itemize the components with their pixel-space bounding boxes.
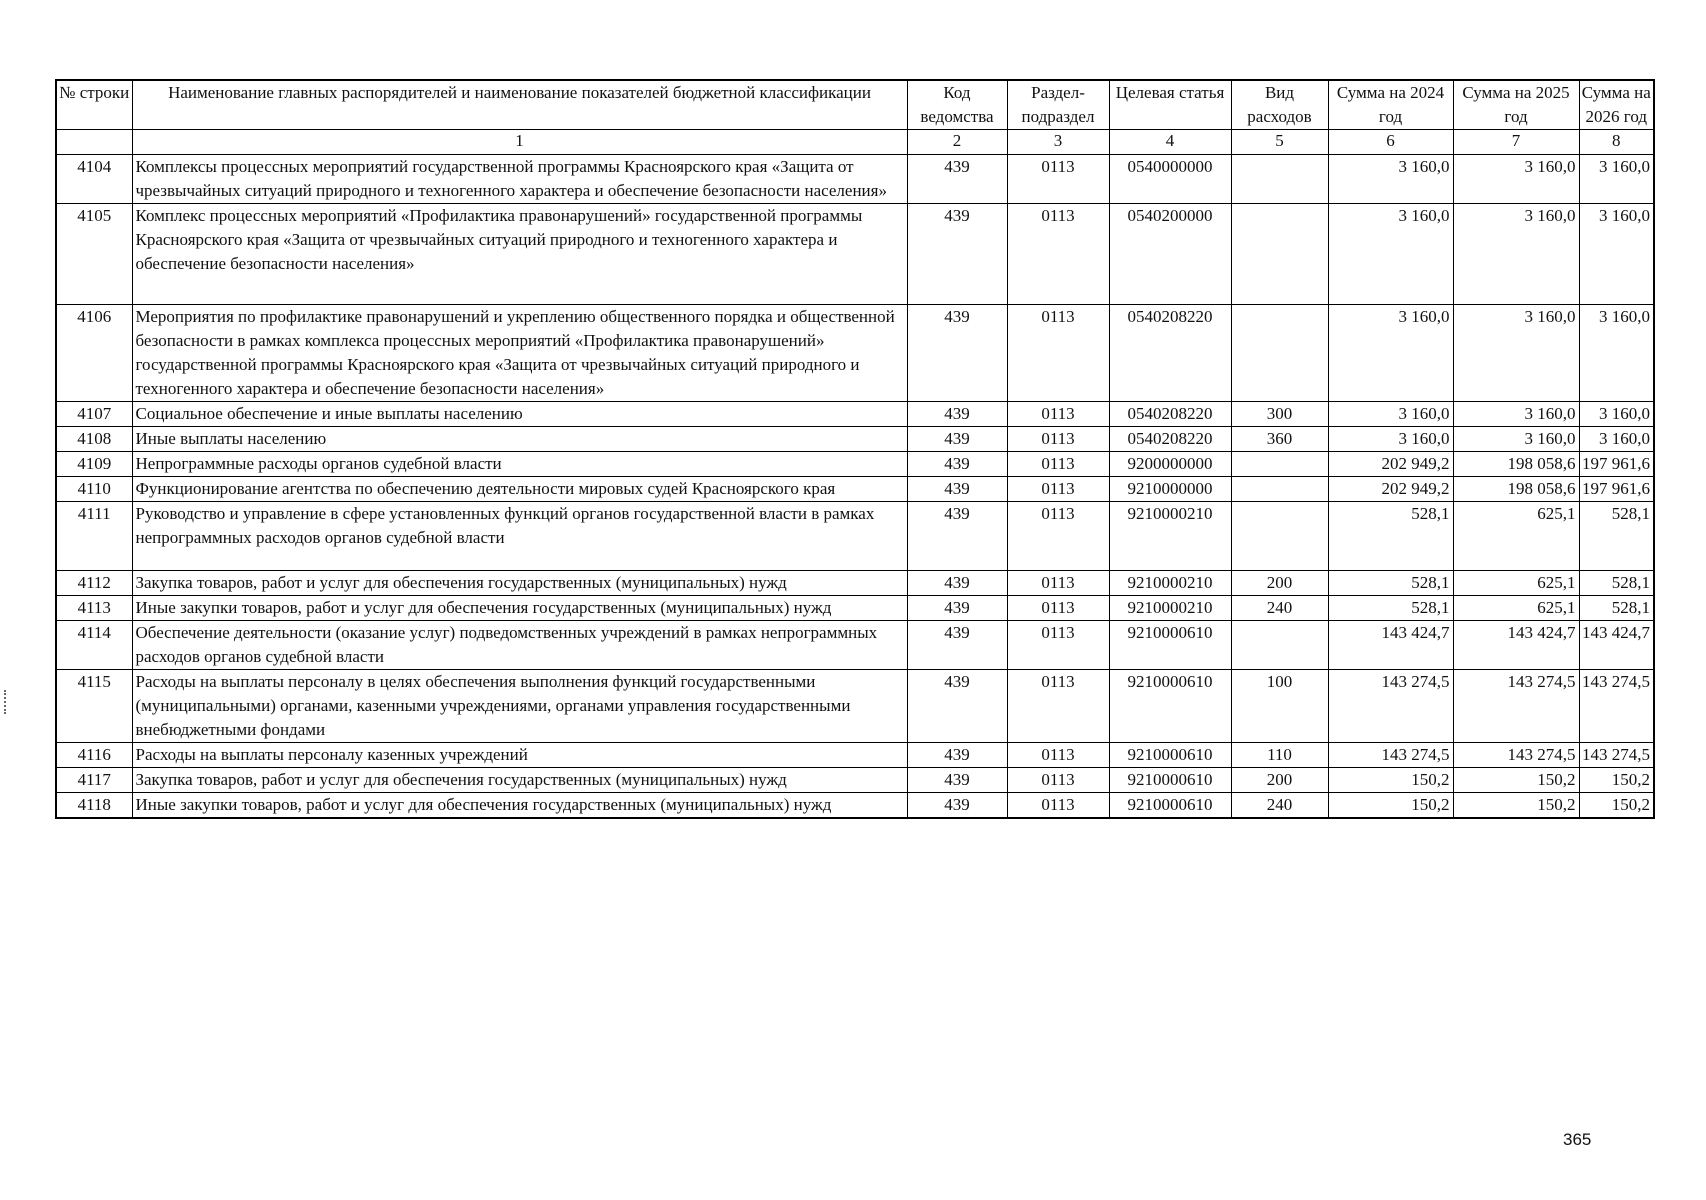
section-cell: 0113 (1007, 621, 1109, 670)
table-row (56, 621, 1654, 670)
header-sum-2024: Сумма на 2024 год (1328, 80, 1453, 130)
sum-2024-cell: 150,2 (1328, 768, 1453, 793)
target-article-cell: 9210000610 (1109, 793, 1231, 819)
row-name-cell: Мероприятия по профилактике правонарушений и укреплению общественного порядка и общественной безопасности в рамках комплекса процессных мероприятий «Профилактика правонарушений» государственной программы Красноярского края «Защита от чрезвычайных ситуаций природного и техногенного характера и обеспечение безопасности населения» (132, 305, 907, 402)
column-number-blank (56, 130, 132, 155)
section-cell: 0113 (1007, 305, 1109, 402)
sum-2024-cell: 3 160,0 (1328, 305, 1453, 402)
row-name-cell: Непрограммные расходы органов судебной власти (132, 452, 907, 477)
row-number-cell: 4116 (56, 743, 132, 768)
row-number-cell: 4113 (56, 596, 132, 621)
expense-kind-cell: 110 (1231, 743, 1328, 768)
sum-2025-cell: 150,2 (1453, 768, 1579, 793)
dept-code-cell: 439 (907, 768, 1007, 793)
expense-kind-cell: 200 (1231, 768, 1328, 793)
dept-code-cell: 439 (907, 477, 1007, 502)
sum-2024-cell: 3 160,0 (1328, 204, 1453, 305)
section-cell: 0113 (1007, 743, 1109, 768)
row-number-cell: 4106 (56, 305, 132, 402)
header-section: Раздел-подраздел (1007, 80, 1109, 130)
sum-2025-cell: 625,1 (1453, 571, 1579, 596)
sum-2026-cell: 143 274,5 (1579, 743, 1654, 768)
section-cell: 0113 (1007, 596, 1109, 621)
sum-2026-cell: 150,2 (1579, 768, 1654, 793)
section-cell: 0113 (1007, 502, 1109, 571)
table-row (56, 427, 1654, 452)
sum-2024-cell: 528,1 (1328, 596, 1453, 621)
expense-kind-cell (1231, 477, 1328, 502)
target-article-cell: 9210000210 (1109, 596, 1231, 621)
section-cell: 0113 (1007, 670, 1109, 743)
sum-2024-cell: 143 274,5 (1328, 670, 1453, 743)
dept-code-cell: 439 (907, 452, 1007, 477)
target-article-cell: 0540208220 (1109, 305, 1231, 402)
sum-2026-cell: 3 160,0 (1579, 402, 1654, 427)
dept-code-cell: 439 (907, 427, 1007, 452)
header-sum-2026: Сумма на 2026 год (1579, 80, 1654, 130)
sum-2026-cell: 197 961,6 (1579, 477, 1654, 502)
row-name-cell: Закупка товаров, работ и услуг для обеспечения государственных (муниципальных) нужд (132, 768, 907, 793)
sum-2024-cell: 3 160,0 (1328, 155, 1453, 204)
table-row (56, 204, 1654, 305)
target-article-cell: 9210000610 (1109, 670, 1231, 743)
column-number: 7 (1453, 130, 1579, 155)
section-cell: 0113 (1007, 768, 1109, 793)
expense-kind-cell: 360 (1231, 427, 1328, 452)
target-article-cell: 0540208220 (1109, 402, 1231, 427)
header-target: Целевая статья (1109, 80, 1231, 130)
sum-2026-cell: 143 274,5 (1579, 670, 1654, 743)
row-name-cell: Комплекс процессных мероприятий «Профилактика правонарушений» государственной программы Красноярского края «Защита от чрезвычайных ситуаций природного и техногенного характера и обеспечение безопасности населения» (132, 204, 907, 305)
column-number: 8 (1579, 130, 1654, 155)
row-number-cell: 4104 (56, 155, 132, 204)
sum-2024-cell: 528,1 (1328, 571, 1453, 596)
table-row (56, 596, 1654, 621)
sum-2026-cell: 3 160,0 (1579, 204, 1654, 305)
row-number-cell: 4115 (56, 670, 132, 743)
sum-2025-cell: 143 274,5 (1453, 670, 1579, 743)
row-number-cell: 4108 (56, 427, 132, 452)
sum-2026-cell: 528,1 (1579, 502, 1654, 571)
target-article-cell: 9210000610 (1109, 621, 1231, 670)
table-row (56, 452, 1654, 477)
target-article-cell: 9210000210 (1109, 502, 1231, 571)
table-row (56, 402, 1654, 427)
dept-code-cell: 439 (907, 571, 1007, 596)
sum-2026-cell: 197 961,6 (1579, 452, 1654, 477)
section-cell: 0113 (1007, 793, 1109, 819)
header-row (56, 80, 1654, 130)
column-number: 6 (1328, 130, 1453, 155)
sum-2025-cell: 625,1 (1453, 502, 1579, 571)
sum-2025-cell: 3 160,0 (1453, 427, 1579, 452)
target-article-cell: 0540000000 (1109, 155, 1231, 204)
section-cell: 0113 (1007, 571, 1109, 596)
sum-2026-cell: 528,1 (1579, 596, 1654, 621)
sum-2025-cell: 3 160,0 (1453, 305, 1579, 402)
row-number-cell: 4117 (56, 768, 132, 793)
table-row (56, 743, 1654, 768)
expense-kind-cell: 240 (1231, 793, 1328, 819)
section-cell: 0113 (1007, 427, 1109, 452)
budget-table (55, 79, 1655, 819)
row-name-cell: Руководство и управление в сфере установленных функций органов государственной власти в рамках непрограммных расходов органов судебной власти (132, 502, 907, 571)
expense-kind-cell: 200 (1231, 571, 1328, 596)
sum-2026-cell: 3 160,0 (1579, 427, 1654, 452)
row-name-cell: Функционирование агентства по обеспечению деятельности мировых судей Красноярского края (132, 477, 907, 502)
table-row (56, 793, 1654, 819)
sum-2024-cell: 202 949,2 (1328, 452, 1453, 477)
row-name-cell: Иные закупки товаров, работ и услуг для обеспечения государственных (муниципальных) нужд (132, 596, 907, 621)
sum-2026-cell: 3 160,0 (1579, 305, 1654, 402)
header-code: Код ведомства (907, 80, 1007, 130)
expense-kind-cell (1231, 621, 1328, 670)
table-row (56, 670, 1654, 743)
sum-2026-cell: 528,1 (1579, 571, 1654, 596)
sum-2024-cell: 143 424,7 (1328, 621, 1453, 670)
target-article-cell: 9210000610 (1109, 768, 1231, 793)
header-row-no: № строки (56, 80, 132, 130)
sum-2025-cell: 143 424,7 (1453, 621, 1579, 670)
row-number-cell: 4114 (56, 621, 132, 670)
expense-kind-cell (1231, 305, 1328, 402)
dept-code-cell: 439 (907, 596, 1007, 621)
target-article-cell: 9210000210 (1109, 571, 1231, 596)
table-row (56, 768, 1654, 793)
row-number-cell: 4109 (56, 452, 132, 477)
column-number: 3 (1007, 130, 1109, 155)
row-number-cell: 4110 (56, 477, 132, 502)
row-name-cell: Обеспечение деятельности (оказание услуг) подведомственных учреждений в рамках непрограммных расходов органов судебной власти (132, 621, 907, 670)
sum-2025-cell: 3 160,0 (1453, 204, 1579, 305)
dept-code-cell: 439 (907, 402, 1007, 427)
expense-kind-cell: 100 (1231, 670, 1328, 743)
expense-kind-cell (1231, 204, 1328, 305)
sum-2025-cell: 198 058,6 (1453, 477, 1579, 502)
expense-kind-cell (1231, 155, 1328, 204)
dept-code-cell: 439 (907, 204, 1007, 305)
margin-mark (4, 690, 8, 714)
row-number-cell: 4112 (56, 571, 132, 596)
row-name-cell: Иные закупки товаров, работ и услуг для обеспечения государственных (муниципальных) нужд (132, 793, 907, 819)
row-number-cell: 4107 (56, 402, 132, 427)
sum-2025-cell: 150,2 (1453, 793, 1579, 819)
row-name-cell: Социальное обеспечение и иные выплаты населению (132, 402, 907, 427)
row-number-cell: 4118 (56, 793, 132, 819)
table-row (56, 477, 1654, 502)
dept-code-cell: 439 (907, 305, 1007, 402)
row-name-cell: Комплексы процессных мероприятий государственной программы Красноярского края «Защита от чрезвычайных ситуаций природного и техногенного характера и обеспечение безопасности населения» (132, 155, 907, 204)
table-row (56, 502, 1654, 571)
header-kind: Вид расходов (1231, 80, 1328, 130)
table-row (56, 571, 1654, 596)
sum-2024-cell: 150,2 (1328, 793, 1453, 819)
row-name-cell: Закупка товаров, работ и услуг для обеспечения государственных (муниципальных) нужд (132, 571, 907, 596)
target-article-cell: 9210000610 (1109, 743, 1231, 768)
expense-kind-cell (1231, 452, 1328, 477)
column-number: 1 (132, 130, 907, 155)
row-name-cell: Расходы на выплаты персоналу в целях обеспечения выполнения функций государственными (муниципальными) органами, казенными учреждениями, органами управления государственными внебюджетными фондами (132, 670, 907, 743)
sum-2024-cell: 528,1 (1328, 502, 1453, 571)
expense-kind-cell: 300 (1231, 402, 1328, 427)
sum-2025-cell: 198 058,6 (1453, 452, 1579, 477)
sum-2025-cell: 143 274,5 (1453, 743, 1579, 768)
dept-code-cell: 439 (907, 793, 1007, 819)
table-row (56, 155, 1654, 204)
sum-2025-cell: 625,1 (1453, 596, 1579, 621)
row-number-cell: 4111 (56, 502, 132, 571)
header-name: Наименование главных распорядителей и наименование показателей бюджетной классификации (132, 80, 907, 130)
sum-2026-cell: 3 160,0 (1579, 155, 1654, 204)
column-number: 5 (1231, 130, 1328, 155)
dept-code-cell: 439 (907, 743, 1007, 768)
section-cell: 0113 (1007, 155, 1109, 204)
expense-kind-cell (1231, 502, 1328, 571)
dept-code-cell: 439 (907, 670, 1007, 743)
page-number: 365 (1563, 1130, 1592, 1149)
sum-2024-cell: 3 160,0 (1328, 402, 1453, 427)
column-number: 4 (1109, 130, 1231, 155)
table-row (56, 305, 1654, 402)
section-cell: 0113 (1007, 402, 1109, 427)
expense-kind-cell: 240 (1231, 596, 1328, 621)
row-number-cell: 4105 (56, 204, 132, 305)
row-name-cell: Расходы на выплаты персоналу казенных учреждений (132, 743, 907, 768)
dept-code-cell: 439 (907, 155, 1007, 204)
sum-2024-cell: 3 160,0 (1328, 427, 1453, 452)
target-article-cell: 9210000000 (1109, 477, 1231, 502)
sum-2025-cell: 3 160,0 (1453, 155, 1579, 204)
header-sum-2025: Сумма на 2025 год (1453, 80, 1579, 130)
column-number: 2 (907, 130, 1007, 155)
column-number-row (56, 130, 1654, 155)
section-cell: 0113 (1007, 204, 1109, 305)
target-article-cell: 0540208220 (1109, 427, 1231, 452)
sum-2025-cell: 3 160,0 (1453, 402, 1579, 427)
section-cell: 0113 (1007, 452, 1109, 477)
sum-2026-cell: 143 424,7 (1579, 621, 1654, 670)
row-name-cell: Иные выплаты населению (132, 427, 907, 452)
dept-code-cell: 439 (907, 621, 1007, 670)
target-article-cell: 0540200000 (1109, 204, 1231, 305)
sum-2024-cell: 143 274,5 (1328, 743, 1453, 768)
target-article-cell: 9200000000 (1109, 452, 1231, 477)
dept-code-cell: 439 (907, 502, 1007, 571)
sum-2026-cell: 150,2 (1579, 793, 1654, 819)
table-body (56, 155, 1654, 819)
section-cell: 0113 (1007, 477, 1109, 502)
sum-2024-cell: 202 949,2 (1328, 477, 1453, 502)
